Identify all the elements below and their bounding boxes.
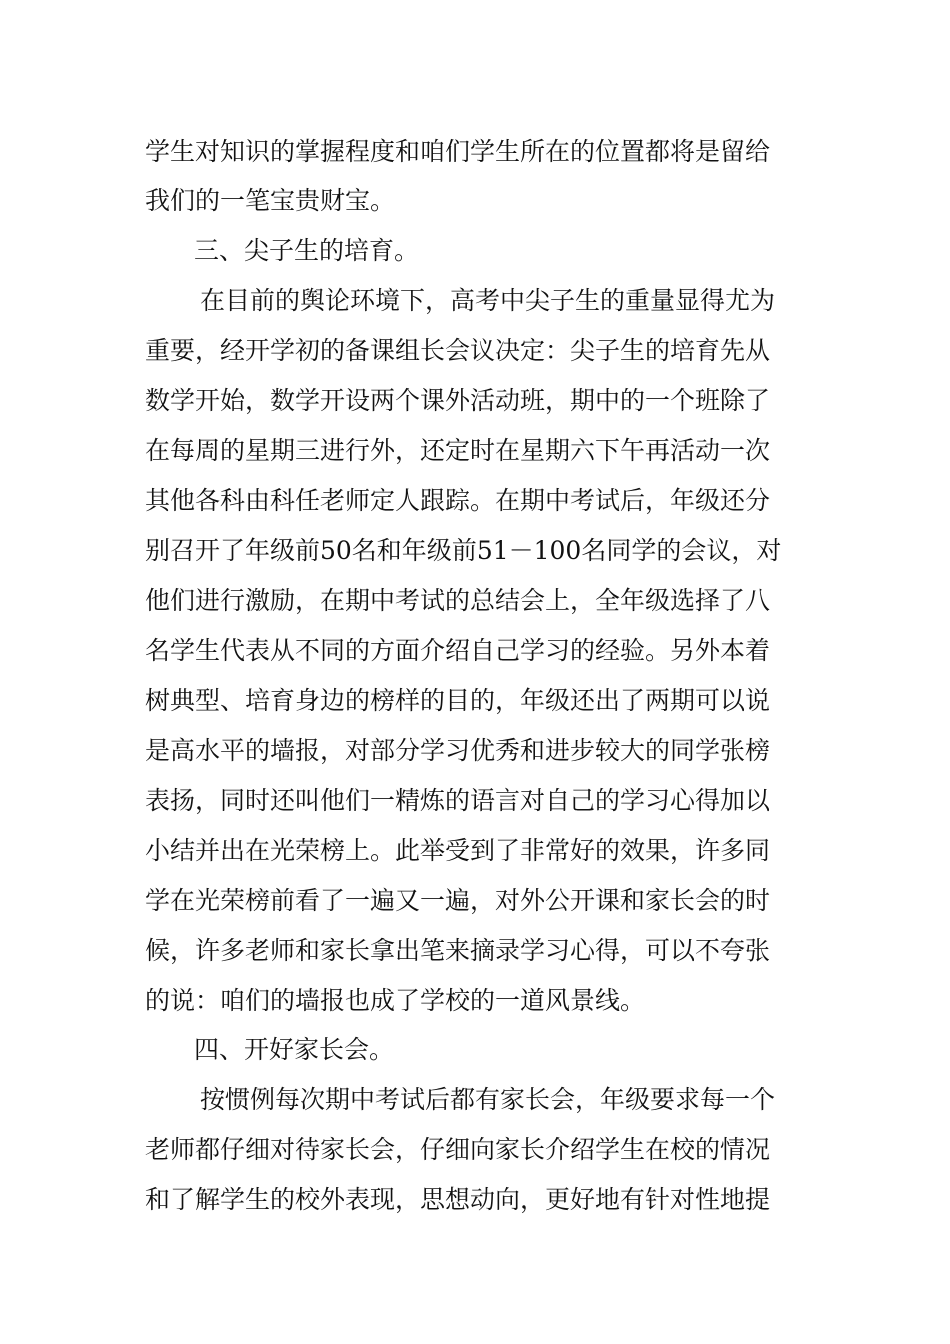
text-line: 在每周的星期三进行外，还定时在星期六下午再活动一次: [145, 436, 771, 465]
section-heading: 三、尖子生的培育。: [194, 236, 420, 265]
text-line: 名学生代表从不同的方面介绍自己学习的经验。另外本着: [145, 636, 771, 665]
paragraph-first-line: 按惯例每次期中考试后都有家长会，年级要求每一个: [200, 1085, 776, 1114]
text-line: 别召开了年级前50名和年级前51－100名同学的会议，对: [145, 536, 782, 565]
text-line: 数学开始，数学开设两个课外活动班，期中的一个班除了: [145, 386, 771, 415]
text-line: 他们进行激励，在期中考试的总结会上，全年级选择了八: [145, 586, 771, 615]
text-line: 小结并出在光荣榜上。此举受到了非常好的效果，许多同: [145, 836, 771, 865]
text-line: 候，许多老师和家长拿出笔来摘录学习心得，可以不夸张: [145, 936, 771, 965]
text-line: 学在光荣榜前看了一遍又一遍，对外公开课和家长会的时: [145, 886, 771, 915]
text-line: 重要，经开学初的备课组长会议决定：尖子生的培育先从: [145, 336, 771, 365]
paragraph-first-line: 在目前的舆论环境下，高考中尖子生的重量显得尤为: [200, 286, 776, 315]
text-line: 是高水平的墙报，对部分学习优秀和进步较大的同学张榜: [145, 736, 771, 765]
text-line: 和了解学生的校外表现，思想动向，更好地有针对性地提: [145, 1185, 771, 1214]
text-line: 我们的一笔宝贵财宝。: [145, 186, 396, 215]
text-line: 学生对知识的掌握程度和咱们学生所在的位置都将是留给: [145, 137, 771, 166]
text-line: 的说：咱们的墙报也成了学校的一道风景线。: [145, 986, 646, 1015]
text-line: 老师都仔细对待家长会，仔细向家长介绍学生在校的情况: [145, 1135, 771, 1164]
text-line: 其他各科由科任老师定人跟踪。在期中考试后，年级还分: [145, 486, 771, 515]
text-line: 树典型、培育身边的榜样的目的，年级还出了两期可以说: [145, 686, 771, 715]
text-line: 表扬，同时还叫他们一精炼的语言对自己的学习心得加以: [145, 786, 771, 815]
section-heading: 四、开好家长会。: [194, 1035, 395, 1064]
